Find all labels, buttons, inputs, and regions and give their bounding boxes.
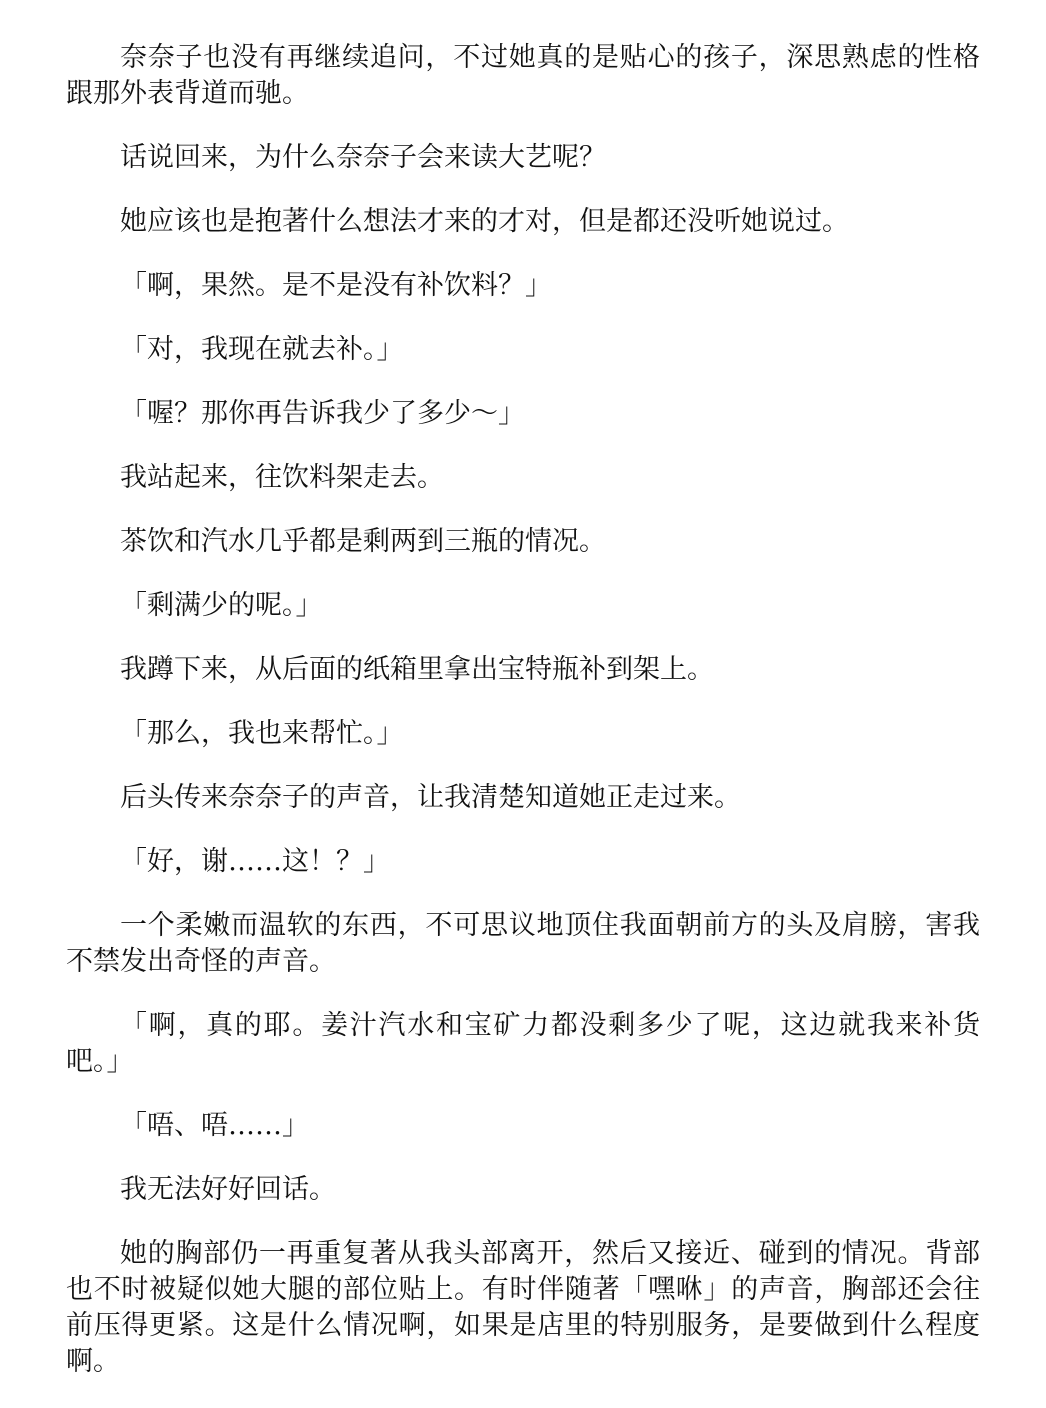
paragraph-2: 话说回来，为什么奈奈子会来读大艺呢？ [120, 142, 606, 173]
paragraph-4: 「啊，果然。是不是没有补饮料？」 [120, 270, 552, 301]
paragraph-13: 「好，谢……这！？」 [120, 846, 390, 877]
paragraph-14: 一个柔嫩而温软的东西，不可思议地顶住我面朝前方的头及肩膀，害我不禁发出奇怪的声音。 [66, 910, 980, 977]
paragraph-10: 我蹲下来，从后面的纸箱里拿出宝特瓶补到架上。 [120, 654, 714, 685]
paragraph-9: 「剩满少的呢。」 [120, 590, 323, 621]
paragraph-3: 她应该也是抱著什么想法才来的才对，但是都还没听她说过。 [120, 206, 849, 237]
paragraph-18: 她的胸部仍一再重复著从我头部离开，然后又接近、碰到的情况。背部也不时被疑似她大腿的部位贴上。有时伴随著「嘿咻」的声音，胸部还会往前压得更紧。这是什么情况啊，如果是店里的特别服务，是要做到什么程度啊。 [66, 1238, 980, 1377]
paragraph-15: 「啊，真的耶。姜汁汽水和宝矿力都没剩多少了呢，这边就我来补货吧。」 [66, 1010, 980, 1077]
document-page [66, 40, 980, 1408]
paragraph-11: 「那么，我也来帮忙。」 [120, 718, 404, 749]
paragraph-6: 「喔？那你再告诉我少了多少～」 [120, 398, 525, 429]
paragraph-12: 后头传来奈奈子的声音，让我清楚知道她正走过来。 [120, 782, 741, 813]
paragraph-5: 「对，我现在就去补。」 [120, 334, 404, 365]
paragraph-16: 「唔、唔……」 [120, 1110, 309, 1141]
paragraph-1: 奈奈子也没有再继续追问，不过她真的是贴心的孩子，深思熟虑的性格跟那外表背道而驰。 [66, 42, 980, 109]
paragraph-8: 茶饮和汽水几乎都是剩两到三瓶的情况。 [120, 526, 606, 557]
paragraph-17: 我无法好好回话。 [120, 1174, 336, 1205]
paragraph-7: 我站起来，往饮料架走去。 [120, 462, 444, 493]
